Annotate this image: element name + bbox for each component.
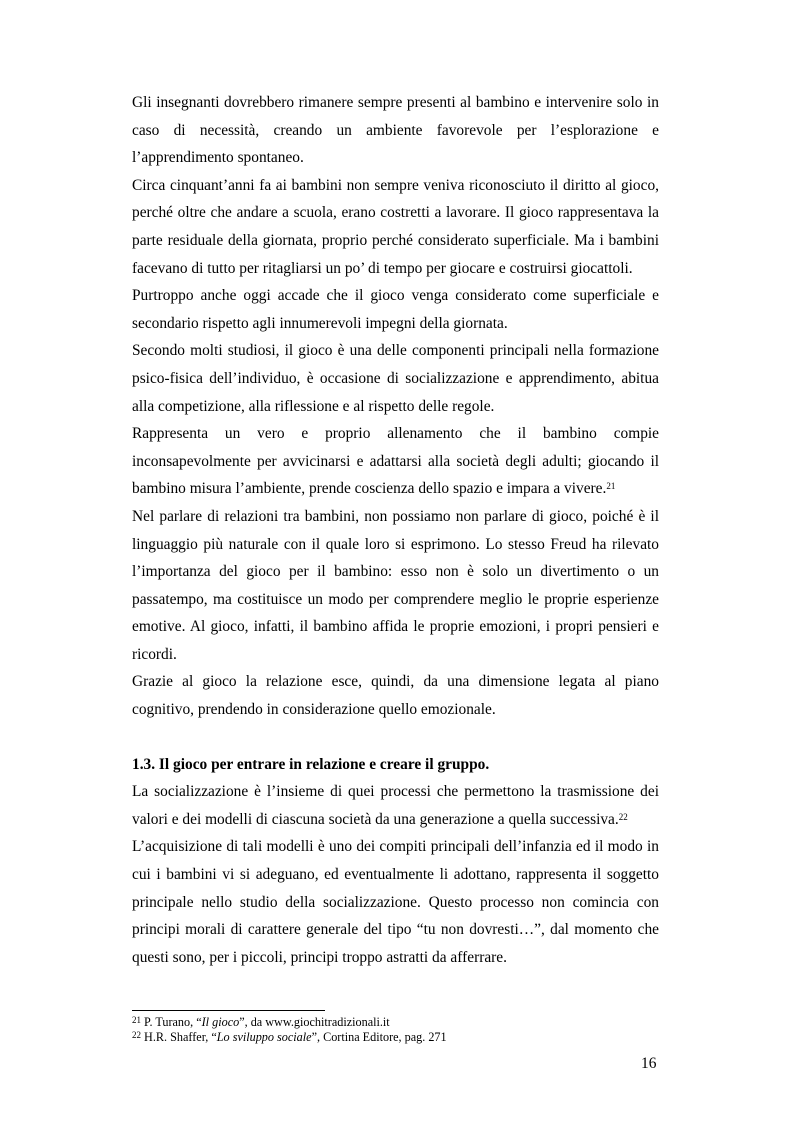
footnote-source: ”, da www.giochitradizionali.it <box>239 1015 390 1029</box>
paragraph-teachers: Gli insegnanti dovrebbero rimanere sempre presenti al bambino e intervenire solo in caso di necessità, creando un ambiente favorevole per l’esplorazione e l’apprendimento spontaneo. <box>132 94 659 167</box>
paragraph-scholars: Secondo molti studiosi, il gioco è una delle componenti principali nella formazione psico-fisica dell’individuo, è occasione di socializzazione e apprendimento, abitua alla competizione, alla riflessione e al rispetto delle regole. <box>132 342 659 415</box>
footnote-text: H.R. Shaffer, “ <box>144 1029 217 1044</box>
paragraph-freud: Nel parlare di relazioni tra bambini, non possiamo non parlare di gioco, poiché è il linguaggio più naturale con il quale loro si esprimono. Lo stesso Freud ha rilevato l’importanza del gioco per il bambino: esso non è solo un divertimento o un passatempo, ma costituisce un modo per comprendere meglio le proprie esperienze emotive. Al gioco, infatti, il bambino affida le proprie emozioni, i propri pensieri e ricordi. <box>132 507 659 663</box>
footnote-ref-21: 21 <box>606 481 616 492</box>
footnotes <box>132 1015 659 1044</box>
paragraph-socialization-text: La socializzazione è l’insieme di quei processi che permettono la trasmissione dei valori e dei modelli di ciascuna società da una generazione a quella successiva. <box>132 783 659 828</box>
paragraph-fifty-years-ago: Circa cinquant’anni fa ai bambini non sempre veniva riconosciuto il diritto al gioco, perché oltre che andare a scuola, erano costretti a lavorare. Il gioco rappresentava la parte residuale della giornata, proprio perché considerato superficiale. Ma i bambini facevano di tutto per ritagliarsi un po’ di tempo per giocare e costruirsi giocattoli. <box>132 176 659 277</box>
footnote-number: 21 <box>132 1015 141 1025</box>
footnote-title: Il gioco <box>201 1015 240 1029</box>
footnote-ref-22: 22 <box>618 811 628 822</box>
footnote-text: P. Turano, “ <box>144 1015 202 1029</box>
section-heading: 1.3. Il gioco per entrare in relazione e creare il gruppo. <box>132 755 490 773</box>
footnote-number: 22 <box>132 1029 141 1040</box>
footnote-title: Lo sviluppo sociale <box>216 1029 312 1044</box>
page-number: 16 <box>641 1055 657 1072</box>
paragraph-today: Purtroppo anche oggi accade che il gioco venga considerato come superficiale e secondario rispetto agli innumerevoli impegni della giornata. <box>132 287 659 332</box>
paragraph-emotional: Grazie al gioco la relazione esce, quindi, da una dimensione legata al piano cognitivo, prendendo in considerazione quello emozionale. <box>132 673 659 719</box>
paragraph-training <box>132 420 659 503</box>
footnote-22 <box>132 1030 659 1045</box>
footnote-source: ”, Cortina Editore, pag. 271 <box>311 1029 447 1044</box>
paragraph-socialization <box>132 778 659 833</box>
paragraph-training-text: Rappresenta un vero e proprio allenamento che il bambino compie inconsapevolmente per avvicinarsi e adattarsi alla società degli adulti; giocando il bambino misura l’ambiente, prende coscienza dello spazio e impara a vivere. <box>132 425 659 498</box>
footnote-separator <box>132 1010 325 1011</box>
page-body <box>132 89 659 971</box>
paragraph-models: L’acquisizione di tali modelli è uno dei compiti principali dell’infanzia ed il modo in cui i bambini vi si adeguano, ed eventualmente li adottano, rappresenta il soggetto principale nello studio della socializzazione. Questo processo non comincia con principi morali di carattere generale del tipo “tu non dovresti…”, dal momento che questi sono, per i piccoli, principi troppo astratti da afferrare. <box>132 838 659 966</box>
footnote-21 <box>132 1015 659 1030</box>
